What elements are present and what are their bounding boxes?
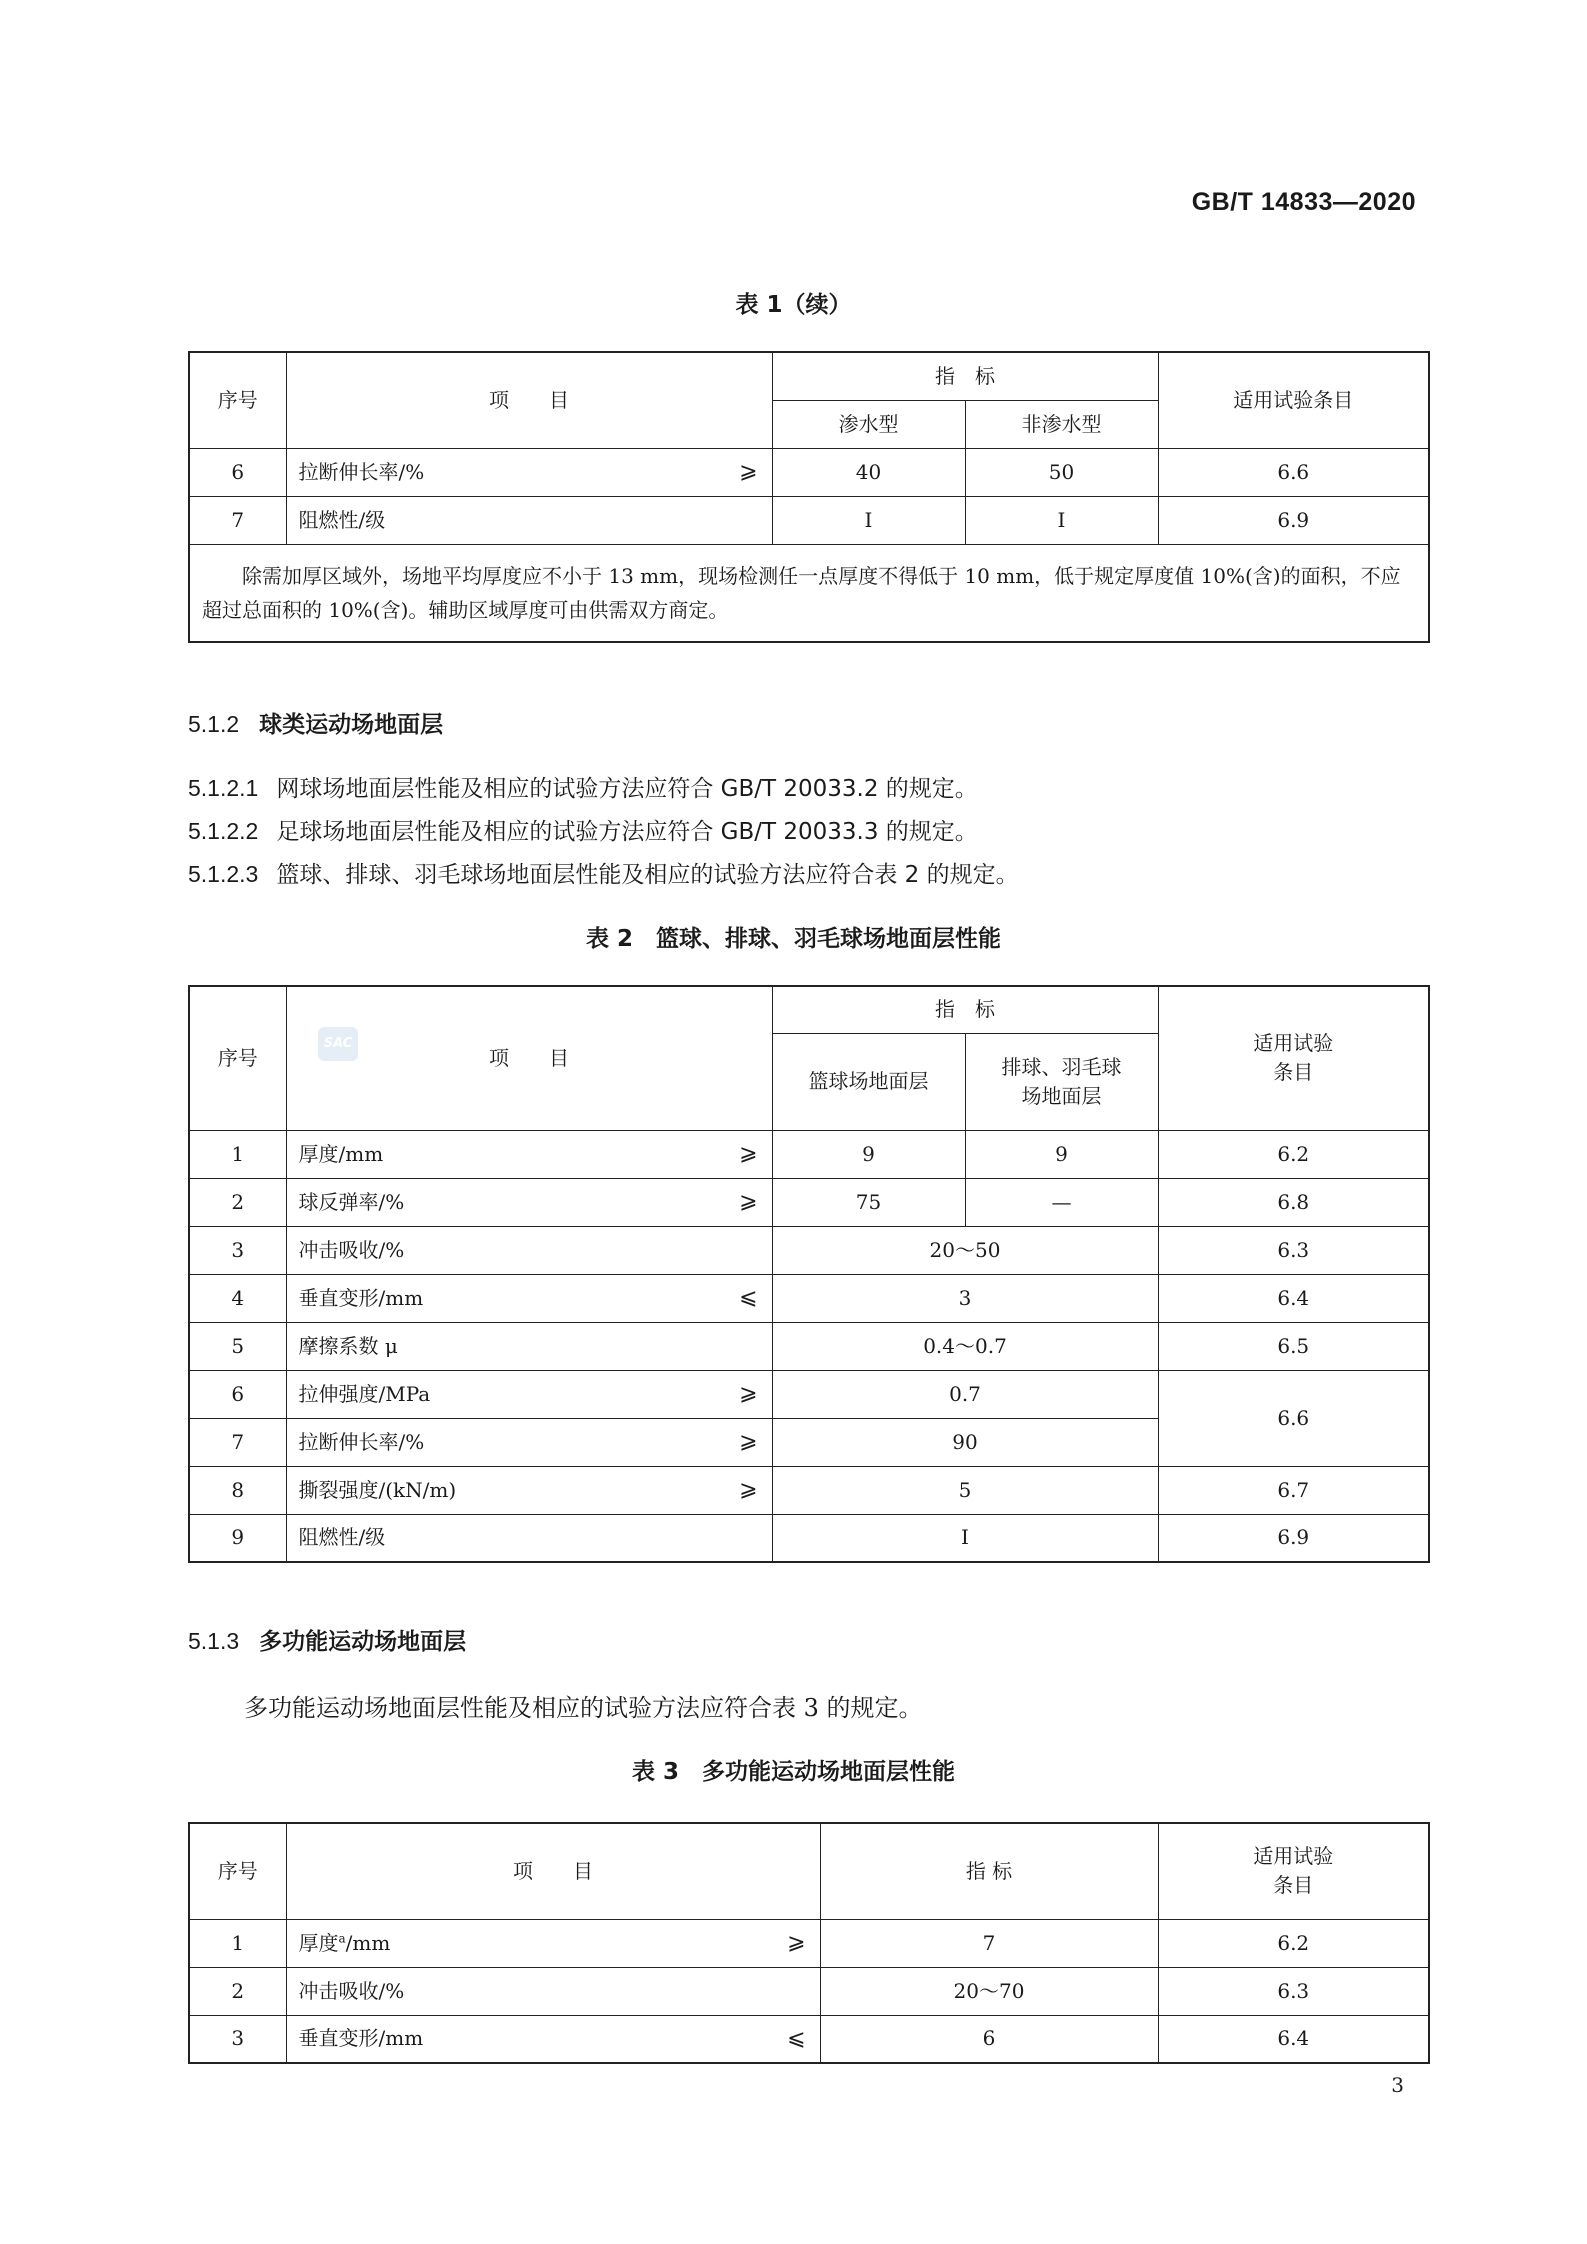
cell-item [286, 1274, 772, 1322]
head-line: 场地面层 [1021, 1083, 1102, 1108]
table1-note: 除需加厚区域外，场地平均厚度应不小于 13 mm，现场检测任一点厚度不得低于 10 mm，低于规定厚度值 10%(含)的面积，不应超过总面积的 10%(含)。辅助区域厚度可由供需双方商定。 [189, 544, 1429, 642]
operator-symbol: ⩾ [739, 1189, 758, 1215]
head-line: 排球、羽毛球 [1001, 1054, 1122, 1079]
table-row [189, 496, 1429, 544]
cell-clause: 6.6 [1158, 1370, 1429, 1466]
table-row [189, 448, 1429, 496]
cell-value: 3 [772, 1274, 1158, 1322]
cell-item [286, 1370, 772, 1418]
item-unit: /mm [345, 1930, 391, 1955]
table2-head-item: 项 目 [286, 986, 772, 1130]
table2-caption: 表 2 篮球、排球、羽毛球场地面层性能 [585, 926, 1001, 952]
cell-value-a: 75 [772, 1178, 965, 1226]
cell-seq: 7 [189, 1418, 286, 1466]
cell-value-a: 9 [772, 1130, 965, 1178]
sac-watermark-logo: SAC [318, 1027, 358, 1061]
table1 [188, 351, 1430, 643]
clause-text: 网球场地面层性能及相应的试验方法应符合 GB/T 20033.2 的规定。 [276, 776, 978, 802]
item-label: 球反弹率/% [298, 1189, 405, 1214]
cell-item [286, 1178, 772, 1226]
page-number: 3 [1391, 2073, 1404, 2097]
cell-value: 0.7 [772, 1370, 1158, 1418]
cell-seq: 1 [189, 1919, 286, 1967]
table-row [189, 1322, 1429, 1370]
cell-seq: 4 [189, 1274, 286, 1322]
cell-item [286, 496, 772, 544]
table2-head-type-b [965, 1033, 1158, 1130]
cell-clause: 6.9 [1158, 1514, 1429, 1562]
head-line: 适用试验 [1253, 1031, 1334, 1056]
section-heading-5-1-3 [188, 1623, 466, 1656]
table3-caption: 表 3 多功能运动场地面层性能 [631, 1759, 955, 1785]
standard-code: GB/T 14833—2020 [1191, 188, 1416, 216]
table1-head-clause: 适用试验条目 [1158, 352, 1429, 448]
cell-item [286, 1466, 772, 1514]
head-line: 适用试验 [1253, 1844, 1334, 1869]
item-label: 冲击吸收/% [298, 1978, 405, 2003]
cell-clause: 6.2 [1158, 1130, 1429, 1178]
operator-symbol: ⩽ [739, 1285, 758, 1311]
table1-head-type-a: 渗水型 [772, 400, 965, 448]
operator-symbol: ⩾ [739, 1477, 758, 1503]
table1-head-type-b: 非渗水型 [965, 400, 1158, 448]
item-label: 摩擦系数 μ [298, 1333, 398, 1358]
table3-head-item: 项 目 [286, 1823, 820, 1919]
table2 [188, 985, 1430, 1563]
table1-head-indicator: 指 标 [772, 352, 1158, 400]
cell-value-b: — [965, 1178, 1158, 1226]
clause-5-1-2-2 [188, 813, 978, 846]
section-title: 球类运动场地面层 [259, 712, 444, 738]
table2-head-seq: 序号 [189, 986, 286, 1130]
cell-seq: 1 [189, 1130, 286, 1178]
cell-clause: 6.4 [1158, 2015, 1429, 2063]
section-heading-5-1-2 [188, 706, 443, 739]
table1-head-seq: 序号 [189, 352, 286, 448]
cell-value: 90 [772, 1418, 1158, 1466]
cell-seq: 2 [189, 1967, 286, 2015]
clause-5-1-2-1 [188, 770, 978, 803]
cell-item [286, 1226, 772, 1274]
clause-text: 足球场地面层性能及相应的试验方法应符合 GB/T 20033.3 的规定。 [276, 819, 978, 845]
cell-item [286, 448, 772, 496]
table1-caption: 表 1（续） [735, 292, 852, 318]
table3-head-clause [1158, 1823, 1429, 1919]
operator-symbol: ⩽ [787, 2025, 806, 2051]
cell-seq: 7 [189, 496, 286, 544]
operator-symbol: ⩾ [739, 1141, 758, 1167]
item-label: 拉断伸长率/% [298, 459, 425, 484]
item-label: 拉伸强度/MPa [298, 1381, 431, 1406]
operator-symbol: ⩾ [787, 1930, 806, 1956]
cell-clause: 6.3 [1158, 1967, 1429, 2015]
cell-seq: 9 [189, 1514, 286, 1562]
table-row [189, 1514, 1429, 1562]
table3-head-indicator: 指 标 [820, 1823, 1158, 1919]
cell-value: 6 [820, 2015, 1158, 2063]
cell-item [286, 1130, 772, 1178]
cell-value: 7 [820, 1919, 1158, 1967]
item-label: 阻燃性/级 [298, 507, 386, 532]
cell-clause: 6.7 [1158, 1466, 1429, 1514]
cell-value: 0.4～0.7 [772, 1322, 1158, 1370]
table-row [189, 2015, 1429, 2063]
item-label: 撕裂强度/(kN/m) [298, 1477, 457, 1502]
section-title: 多功能运动场地面层 [259, 1629, 467, 1655]
cell-clause: 6.6 [1158, 448, 1429, 496]
cell-value-a: 40 [772, 448, 965, 496]
item-label: 冲击吸收/% [298, 1237, 405, 1262]
cell-clause: 6.3 [1158, 1226, 1429, 1274]
cell-clause: 6.9 [1158, 496, 1429, 544]
cell-value-b: 9 [965, 1130, 1158, 1178]
cell-seq: 8 [189, 1466, 286, 1514]
item-label: 拉断伸长率/% [298, 1429, 425, 1454]
head-line: 条目 [1273, 1873, 1314, 1898]
operator-symbol: ⩾ [739, 459, 758, 485]
table-row [189, 1226, 1429, 1274]
table3-head-seq: 序号 [189, 1823, 286, 1919]
table-row [189, 1274, 1429, 1322]
item-label: 垂直变形/mm [298, 2026, 424, 2051]
cell-item [286, 1418, 772, 1466]
cell-seq: 3 [189, 2015, 286, 2063]
table2-head-type-a: 篮球场地面层 [772, 1033, 965, 1130]
cell-item [286, 2015, 820, 2063]
operator-symbol: ⩾ [739, 1429, 758, 1455]
section-paragraph: 多功能运动场地面层性能及相应的试验方法应符合表 3 的规定。 [244, 1694, 923, 1722]
table2-head-indicator: 指 标 [772, 986, 1158, 1033]
cell-value-b: Ⅰ [965, 496, 1158, 544]
table3 [188, 1822, 1430, 2064]
cell-seq: 3 [189, 1226, 286, 1274]
item-label: 厚度/mm [298, 1141, 384, 1166]
item-label: 厚度 [298, 1930, 339, 1955]
table-row [189, 1370, 1429, 1418]
cell-item [286, 1967, 820, 2015]
table-row [189, 1919, 1429, 1967]
cell-value: 5 [772, 1466, 1158, 1514]
head-line: 条目 [1273, 1060, 1314, 1085]
table-row [189, 1967, 1429, 2015]
cell-seq: 6 [189, 448, 286, 496]
clause-number: 5.1.2.3 [188, 861, 259, 887]
cell-clause: 6.4 [1158, 1274, 1429, 1322]
cell-seq: 2 [189, 1178, 286, 1226]
section-number: 5.1.2 [188, 711, 240, 737]
cell-item [286, 1919, 820, 1967]
item-label: 阻燃性/级 [298, 1525, 386, 1550]
table-row [189, 1466, 1429, 1514]
cell-value-a: Ⅰ [772, 496, 965, 544]
cell-value: 20～50 [772, 1226, 1158, 1274]
cell-seq: 5 [189, 1322, 286, 1370]
cell-value-b: 50 [965, 448, 1158, 496]
clause-text: 篮球、排球、羽毛球场地面层性能及相应的试验方法应符合表 2 的规定。 [276, 862, 1019, 888]
item-label: 垂直变形/mm [298, 1285, 424, 1310]
cell-value: 20～70 [820, 1967, 1158, 2015]
cell-clause: 6.8 [1158, 1178, 1429, 1226]
cell-clause: 6.2 [1158, 1919, 1429, 1967]
clause-number: 5.1.2.2 [188, 818, 259, 844]
clause-number: 5.1.2.1 [188, 775, 259, 801]
cell-seq: 6 [189, 1370, 286, 1418]
cell-value: Ⅰ [772, 1514, 1158, 1562]
operator-symbol: ⩾ [739, 1381, 758, 1407]
cell-item [286, 1514, 772, 1562]
section-number: 5.1.3 [188, 1628, 240, 1654]
footnote-marker: a [338, 1930, 346, 1945]
table-row [189, 1178, 1429, 1226]
table2-head-clause [1158, 986, 1429, 1130]
cell-item [286, 1322, 772, 1370]
table1-head-item: 项 目 [286, 352, 772, 448]
table-row [189, 1130, 1429, 1178]
cell-clause: 6.5 [1158, 1322, 1429, 1370]
clause-5-1-2-3 [188, 856, 1019, 889]
